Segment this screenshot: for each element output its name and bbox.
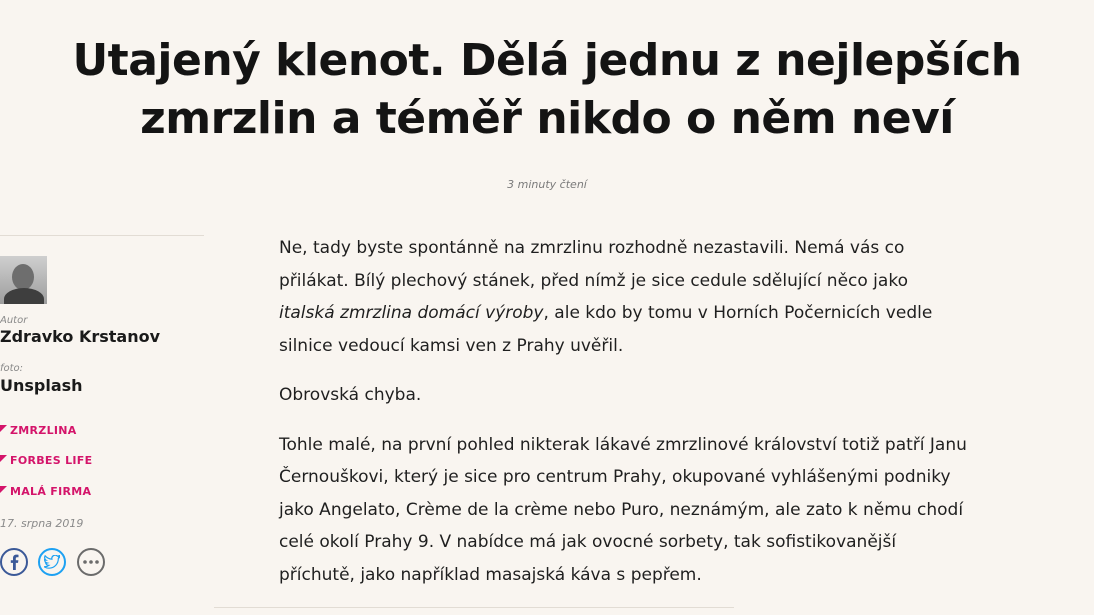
article-headline: Utajený klenot. Dělá jednu z nejlepších zmrzlin a téměř nikdo o něm neví: [72, 35, 1022, 144]
tag-label: MALÁ FIRMA: [10, 485, 92, 498]
photo-credit: Unsplash: [0, 376, 83, 395]
twitter-icon: [44, 555, 60, 569]
author-name[interactable]: Zdravko Krstanov: [0, 327, 161, 346]
tag-label: FORBES LIFE: [10, 454, 93, 467]
read-time: 3 minuty čtení: [507, 178, 587, 191]
tag-link-mala-firma[interactable]: [0, 485, 91, 498]
article-body: [279, 232, 969, 608]
facebook-icon: [8, 554, 20, 570]
more-icon: [83, 560, 99, 564]
paragraph-text: Tohle malé, na první pohled nikterak lákavé zmrzlinové království totiž patří Janu Černouškovi, který je sice pro centrum Prahy, okupované vyhlášenými podniky jako Angelato, Crème de la crème nebo Puro, neznámým, ale zato k němu chodí celé okolí Prahy 9. V nabídce má jak ovocné sorbety, tak sofistikovanější příchutě, jako například masajská káva s pepřem.: [279, 434, 967, 585]
article-paragraph: [279, 232, 969, 362]
article-paragraph: [279, 429, 969, 592]
author-avatar[interactable]: [0, 256, 47, 304]
paragraph-emphasis: italská zmrzlina domácí výroby: [279, 303, 544, 323]
article-paragraph: [279, 379, 969, 412]
paragraph-text: , ale kdo by tomu v Horních Počernicích vedle silnice vedoucí kamsi ven z Prahy uvěřil.: [279, 303, 933, 356]
tag-link-zmrzlina[interactable]: [0, 424, 77, 437]
share-more-button[interactable]: [77, 548, 105, 576]
tag-link-forbes-life[interactable]: [0, 454, 92, 467]
tag-marker-icon: [0, 425, 7, 432]
photo-label: foto:: [0, 363, 24, 374]
publish-date: 17. srpna 2019: [0, 517, 84, 530]
tag-marker-icon: [0, 455, 7, 462]
author-label: Autor: [0, 315, 28, 326]
paragraph-text: Obrovská chyba.: [279, 385, 422, 405]
article-sidebar: [0, 235, 204, 615]
content-divider: [214, 607, 734, 608]
share-facebook-button[interactable]: [0, 548, 28, 576]
paragraph-text: Ne, tady byste spontánně na zmrzlinu rozhodně nezastavili. Nemá vás co přilákat. Bílý plechový stánek, před nímž je sice cedule sdělující něco jako: [279, 238, 908, 291]
tag-label: ZMRZLINA: [10, 424, 77, 437]
share-twitter-button[interactable]: [38, 548, 66, 576]
tag-marker-icon: [0, 486, 7, 493]
